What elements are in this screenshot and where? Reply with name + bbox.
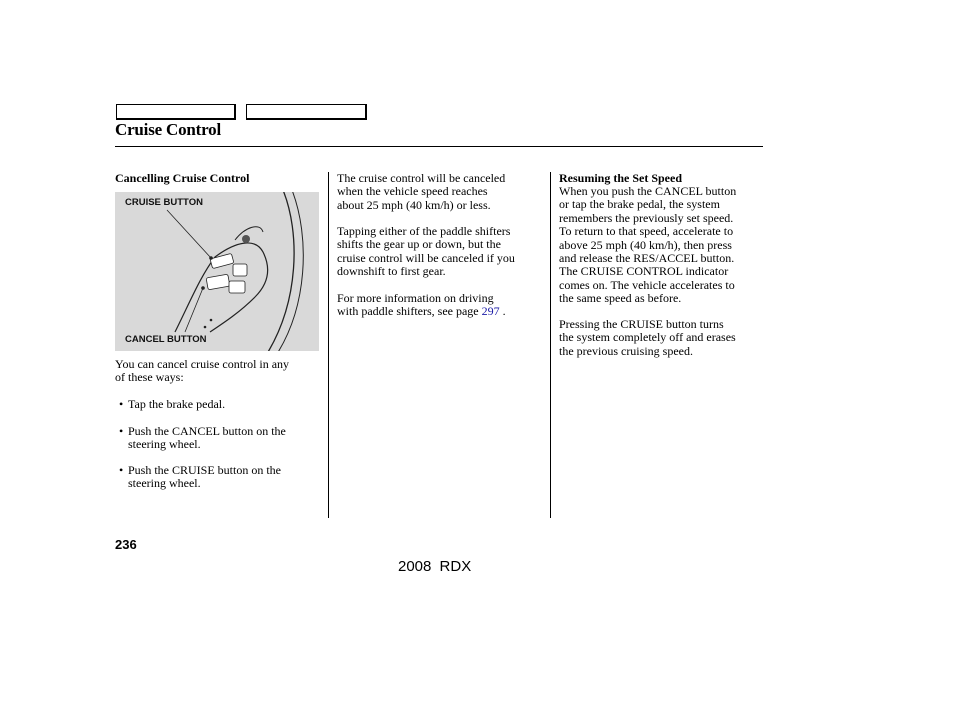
footer-model-name: 2008 RDX [398,558,472,575]
section-heading-resuming: Resuming the Set Speed [559,171,683,185]
list-item-text: Push the CANCEL button on the [128,424,286,438]
text-line: The CRUISE CONTROL indicator [559,264,729,279]
text-line: and release the RES/ACCEL button. [559,251,735,266]
text-line: above 25 mph (40 km/h), then press [559,237,732,252]
text-line: For more information on driving [337,291,494,305]
text-line: The cruise control will be canceled [337,171,506,185]
nav-tab-1[interactable] [116,104,236,120]
paragraph-more-info [337,292,549,319]
column-divider-1 [328,172,329,518]
text-line: about 25 mph (40 km/h) or less. [337,197,491,212]
paragraph-cancel-speed [337,172,549,212]
text-line: Tapping either of the paddle shifters [337,224,511,238]
list-item-text: Tap the brake pedal. [128,397,226,411]
title-divider [115,146,763,147]
nav-tab-2[interactable] [246,104,367,120]
list-item-text: steering wheel. [128,476,201,491]
intro-line: You can cancel cruise control in any [115,357,290,371]
steering-wheel-illustration [115,192,319,351]
text-fragment: with paddle shifters, see page [337,304,482,319]
page-number: 236 [115,537,137,552]
figure-label-cruise: CRUISE BUTTON [125,197,203,208]
list-item [119,463,282,491]
section-heading-cancelling: Cancelling Cruise Control [115,171,250,185]
intro-paragraph [115,358,320,385]
list-item-text: steering wheel. [128,437,201,452]
text-line [337,305,549,318]
text-line: remembers the previously set speed. [559,210,734,225]
text-line: To return to that speed, accelerate to [559,224,734,239]
list-item [119,397,226,411]
intro-line: of these ways: [115,370,184,385]
page-reference-link[interactable]: 297 [481,304,500,319]
text-line: or tap the brake pedal, the system [559,197,720,212]
text-line: downshift to first gear. [337,264,446,279]
list-item [119,424,286,452]
column-divider-2 [550,172,551,518]
bullet-dot: • [119,424,124,438]
figure-label-cancel: CANCEL BUTTON [125,334,207,345]
text-line: shifts the gear up or down, but the [337,237,501,252]
text-line: cruise control will be canceled if you [337,250,515,265]
list-item-text: Push the CRUISE button on the [128,463,282,477]
text-line: When you push the CANCEL button [559,184,737,198]
paragraph-cruise-off [559,318,769,358]
text-line: Pressing the CRUISE button turns [559,317,724,331]
text-line: comes on. The vehicle accelerates to [559,277,735,292]
steering-wheel-figure [115,192,319,351]
text-line: the same speed as before. [559,291,682,306]
paragraph-resuming [559,185,769,306]
text-line: when the vehicle speed reaches [337,184,488,199]
text-fragment: . [499,304,506,319]
text-line: the system completely off and erases [559,330,736,345]
bullet-dot: • [119,397,124,411]
paragraph-paddle-shifters [337,225,549,279]
page-title: Cruise Control [115,120,221,139]
text-line: the previous cruising speed. [559,343,693,358]
bullet-dot: • [119,463,124,477]
